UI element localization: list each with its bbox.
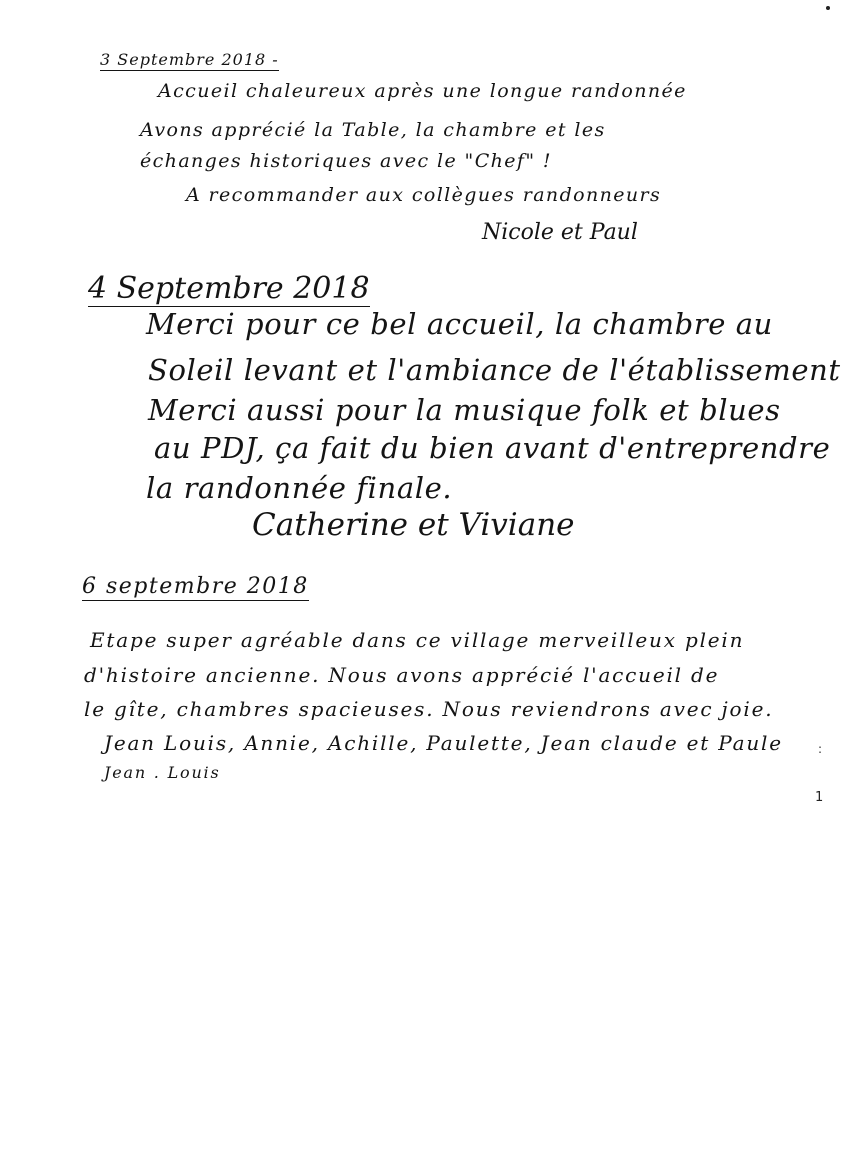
entry-line: la randonnée finale. xyxy=(146,471,453,505)
scan-speck xyxy=(826,6,830,10)
entry-line: Accueil chaleureux après une longue randonnée xyxy=(158,80,687,102)
entry-signature: Catherine et Viviane xyxy=(252,507,575,543)
entry-line: au PDJ, ça fait du bien avant d'entreprendre xyxy=(154,431,831,465)
entry-line: Jean . Louis xyxy=(104,763,221,782)
entry-date: 6 septembre 2018 xyxy=(82,574,309,599)
entry-line: Merci pour ce bel accueil, la chambre au xyxy=(146,307,773,341)
entry-date: 3 Septembre 2018 - xyxy=(100,50,279,69)
entry-line: Merci aussi pour la musique folk et blues xyxy=(148,393,781,427)
entry-line: d'histoire ancienne. Nous avons apprécié l'accueil de xyxy=(84,663,720,687)
entry-line: échanges historiques avec le "Chef" ! xyxy=(140,150,552,172)
entry-line: Soleil levant et l'ambiance de l'établissement xyxy=(148,353,841,387)
entry-line: Jean Louis, Annie, Achille, Paulette, Jean claude et Paule xyxy=(104,731,783,755)
page-number: 1 xyxy=(815,790,824,805)
margin-mark: : xyxy=(818,742,823,756)
entry-line: Etape super agréable dans ce village merveilleux plein xyxy=(90,628,745,652)
entry-line: Avons apprécié la Table, la chambre et les xyxy=(140,119,606,141)
entry-line: le gîte, chambres spacieuses. Nous reviendrons avec joie. xyxy=(84,697,774,721)
entry-line: A recommander aux collègues randonneurs xyxy=(186,184,662,206)
entry-signature: Nicole et Paul xyxy=(482,220,638,245)
entry-date: 4 Septembre 2018 xyxy=(88,271,370,306)
